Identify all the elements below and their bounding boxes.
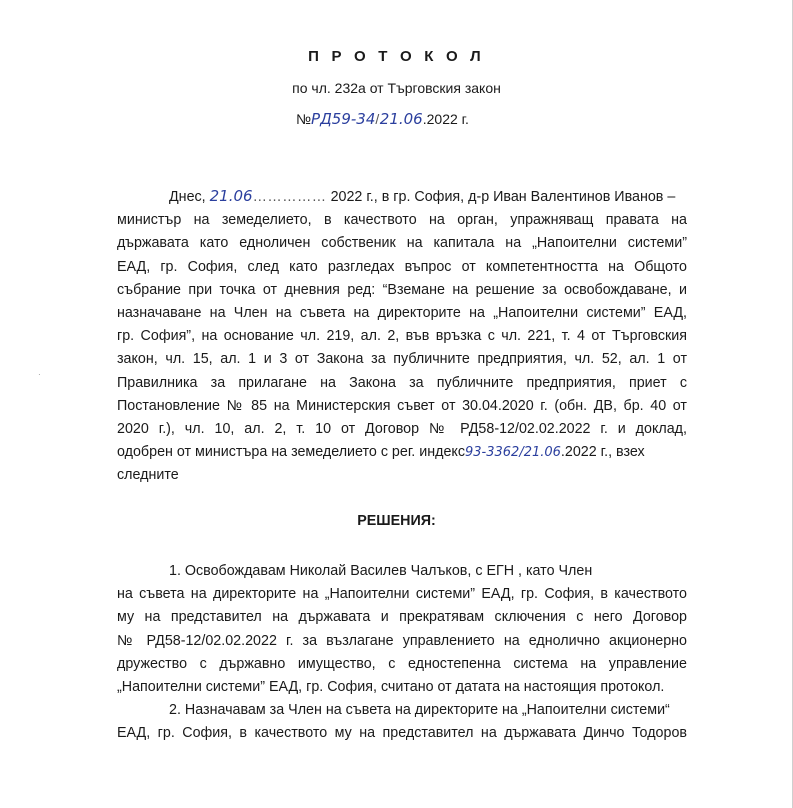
handwritten-number: РД59-34 [311,110,376,128]
intro-line-1: министър на земеделието, в качеството на орган, упражняващ правата на [117,212,687,229]
number-suffix: .2022 г. [422,111,469,127]
intro-line-9: Постановление № 85 на Министерския съвет от 30.04.2020 г. (обн. ДВ, бр. 40 от [117,397,687,414]
approved-suffix: .2022 г., взех [560,444,645,461]
protocol-number-line [296,110,469,128]
intro-line-3: ЕАД, гр. София, след като разгледах въпрос от компетентността на Общото [117,258,687,275]
decisions-heading: РЕШЕНИЯ: [357,513,436,529]
intro-line-7: закон, чл. 15, ал. 1 и 3 от Закона за публичните предприятия, чл. 52, ал. 1 от [117,351,687,368]
decision-1-line-5: „Напоителни системи” ЕАД, гр. София, считано от датата на настоящия протокол. [117,679,665,696]
decision-1-paragraph [117,560,687,699]
number-prefix: № [296,111,312,127]
decision-1-line-3: № РД58-12/02.02.2022 г. за възлагане управлението на еднолично акционерно [117,632,687,649]
document-title: П Р О Т О К О Л [308,48,485,65]
intro-line-0: 2022 г., в гр. София, д-р Иван Валентинов Иванов – [330,189,676,205]
decision-1-line-4: дружество с държавно имущество, с едностепенна система на управление [117,655,687,672]
document-subtitle: по чл. 232а от Търговския закон [292,80,501,96]
approved-line [117,441,687,464]
margin-mark: · [38,370,41,379]
intro-dots: …………… [252,189,327,205]
handwritten-reg-index: 93-3362/21.06 [465,445,561,461]
number-sep: / [375,111,380,127]
intro-first-line [117,185,687,209]
handwritten-number-date: 21.06 [379,110,423,128]
decision-2-line-1: ЕАД, гр. София, в качеството му на представител на държавата Динчо Тодоров [117,725,687,742]
decision-1-line-0: 1. Освобождавам Николай Василев Чалъков, с ЕГН , като Член [169,563,593,579]
intro-line-5: назначаване на Член на съвета на директорите на „Напоителни системи” ЕАД, [117,305,687,322]
intro-paragraph [117,185,687,488]
decision-2-line-0: 2. Назначавам за Член на съвета на директорите на „Напоителни системи“ [169,702,670,718]
decision-1-line-2: му на представител на държавата и прекратявам сключения с него Договор [117,609,687,626]
intro-last-line: следните [117,467,179,484]
intro-line-6: гр. София”, на основание чл. 219, ал. 2, във връзка с чл. 221, т. 4 от Търговския [117,328,687,345]
approved-prefix: одобрен от министъра на земеделието с рег. индекс [117,444,465,461]
intro-line-2: държавата като едноличен собственик на капитала на „Напоителни системи” [117,235,687,252]
intro-line-8: Правилника за прилагане на Закона за публичните предприятия, приет с [117,374,687,391]
intro-line-10: 2020 г.), чл. 10, ал. 2, т. 10 от Договор № РД58-12/02.02.2022 г. и доклад, [117,421,687,438]
decision-1-line-1: на съвета на директорите на „Напоителни системи” ЕАД, гр. София, в качеството [117,586,687,603]
handwritten-intro-date: 21.06 [209,187,253,205]
decision-2-paragraph [117,699,687,745]
intro-prefix: Днес, [169,189,206,205]
intro-line-4: събрание при точка от дневния ред: “Вземане на решение за освобождаване, и [117,281,687,298]
